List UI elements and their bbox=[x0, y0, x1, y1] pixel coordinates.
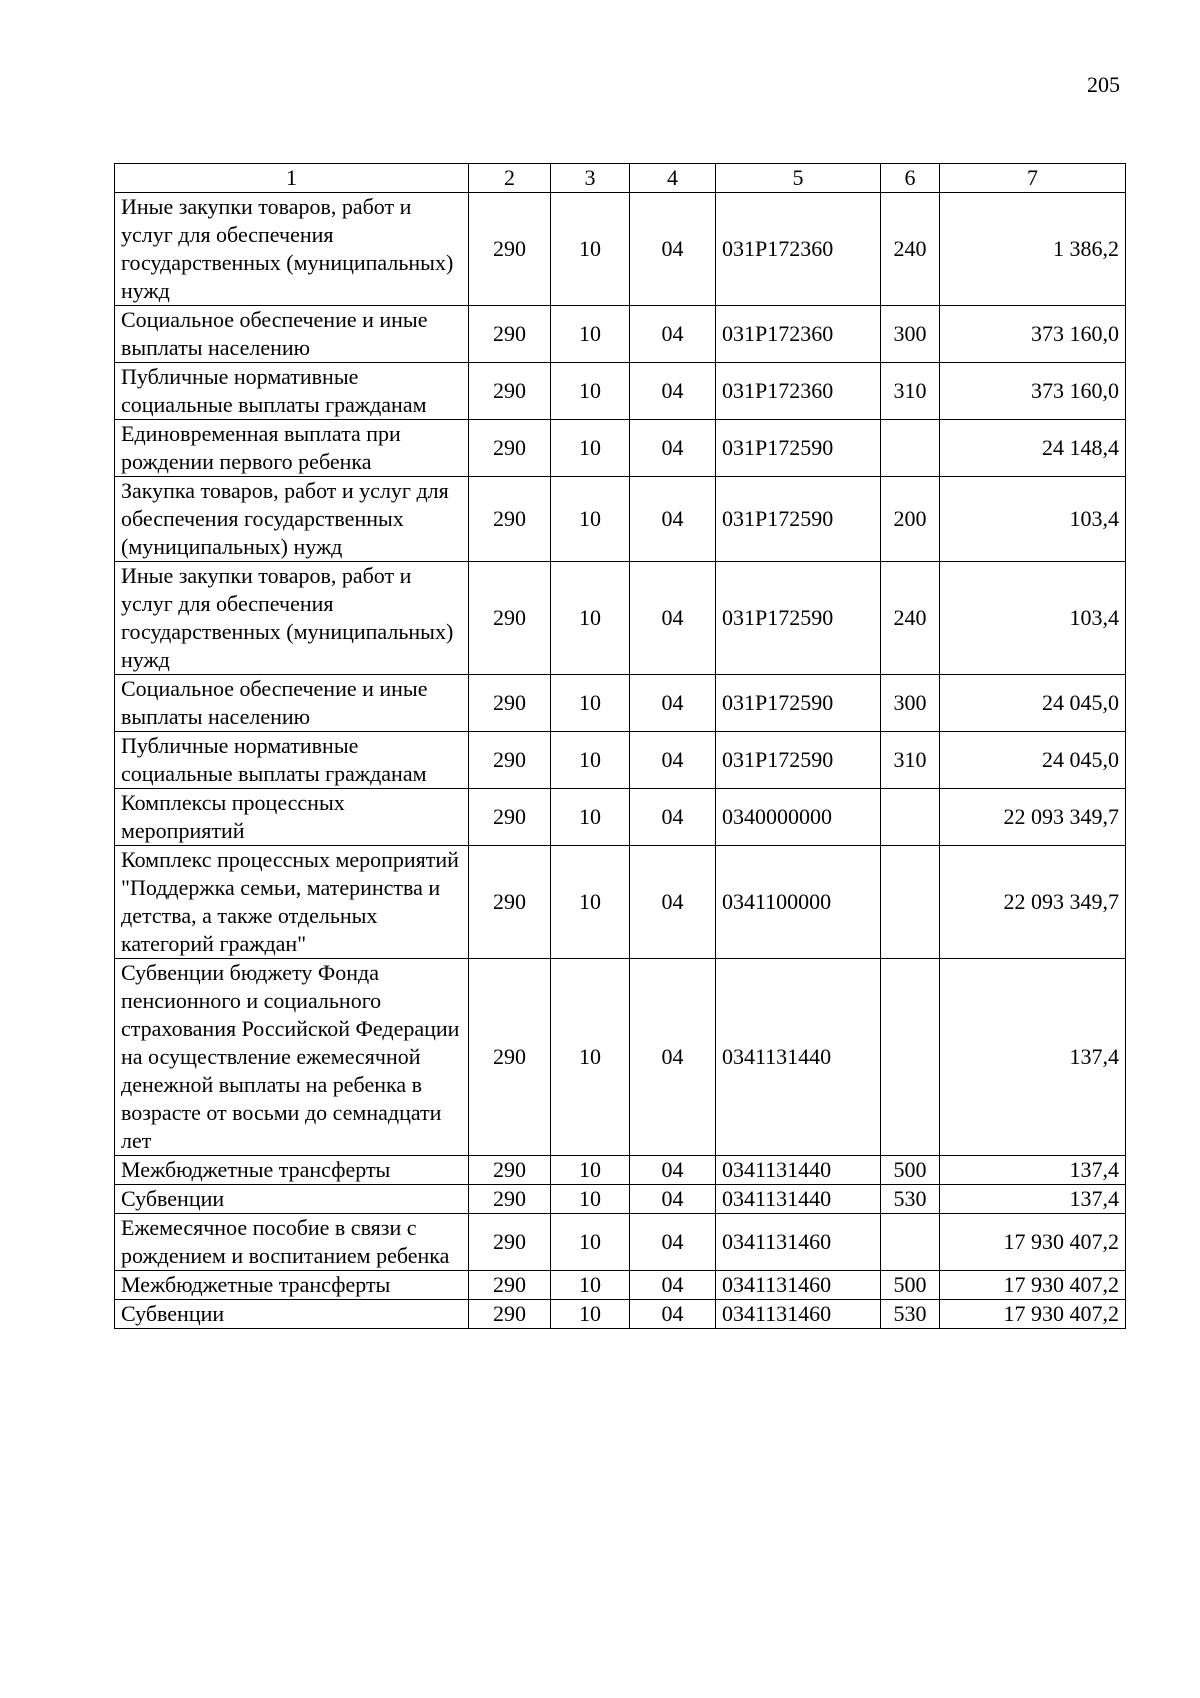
table-row bbox=[115, 732, 1126, 789]
division-code-cell: 10 bbox=[551, 306, 630, 363]
row-name-cell: Единовременная выплата при рождении первого ребенка bbox=[115, 420, 469, 477]
amount-cell: 22 093 349,7 bbox=[940, 846, 1126, 959]
amount-cell: 103,4 bbox=[940, 477, 1126, 562]
amount-cell: 17 930 407,2 bbox=[940, 1271, 1126, 1300]
row-name-cell: Субвенции bbox=[115, 1300, 469, 1329]
amount-cell: 1 386,2 bbox=[940, 193, 1126, 306]
row-name-cell: Комплекс процессных мероприятий "Поддержка семьи, материнства и детства, а также отдельных категорий граждан" bbox=[115, 846, 469, 959]
subdivision-code-cell: 04 bbox=[630, 789, 716, 846]
subdivision-code-cell: 04 bbox=[630, 562, 716, 675]
subdivision-code-cell: 04 bbox=[630, 1271, 716, 1300]
amount-cell: 24 045,0 bbox=[940, 732, 1126, 789]
division-code-cell: 10 bbox=[551, 1214, 630, 1271]
division-code-cell: 10 bbox=[551, 420, 630, 477]
expense-type-cell: 530 bbox=[881, 1185, 940, 1214]
table-row bbox=[115, 363, 1126, 420]
section-code-cell: 290 bbox=[469, 675, 551, 732]
expense-type-cell: 310 bbox=[881, 363, 940, 420]
row-name-cell: Ежемесячное пособие в связи с рождением и воспитанием ребенка bbox=[115, 1214, 469, 1271]
amount-cell: 17 930 407,2 bbox=[940, 1300, 1126, 1329]
table-row bbox=[115, 675, 1126, 732]
subdivision-code-cell: 04 bbox=[630, 306, 716, 363]
table-row bbox=[115, 846, 1126, 959]
row-name-cell: Иные закупки товаров, работ и услуг для обеспечения государственных (муниципальных) нужд bbox=[115, 562, 469, 675]
expense-type-cell: 240 bbox=[881, 193, 940, 306]
table-row bbox=[115, 562, 1126, 675]
section-code-cell: 290 bbox=[469, 477, 551, 562]
amount-cell: 103,4 bbox=[940, 562, 1126, 675]
row-name-cell: Субвенции bbox=[115, 1185, 469, 1214]
expense-type-cell bbox=[881, 959, 940, 1156]
target-article-cell: 031P172590 bbox=[716, 477, 881, 562]
amount-cell: 137,4 bbox=[940, 959, 1126, 1156]
expense-type-cell: 300 bbox=[881, 306, 940, 363]
subdivision-code-cell: 04 bbox=[630, 959, 716, 1156]
table-row bbox=[115, 193, 1126, 306]
amount-cell: 17 930 407,2 bbox=[940, 1214, 1126, 1271]
division-code-cell: 10 bbox=[551, 732, 630, 789]
division-code-cell: 10 bbox=[551, 363, 630, 420]
division-code-cell: 10 bbox=[551, 1300, 630, 1329]
row-name-cell: Межбюджетные трансферты bbox=[115, 1156, 469, 1185]
section-code-cell: 290 bbox=[469, 1156, 551, 1185]
target-article-cell: 0341131460 bbox=[716, 1271, 881, 1300]
target-article-cell: 031P172360 bbox=[716, 193, 881, 306]
table-row bbox=[115, 1156, 1126, 1185]
section-code-cell: 290 bbox=[469, 1185, 551, 1214]
table-row bbox=[115, 1214, 1126, 1271]
division-code-cell: 10 bbox=[551, 477, 630, 562]
section-code-cell: 290 bbox=[469, 363, 551, 420]
target-article-cell: 031P172590 bbox=[716, 420, 881, 477]
division-code-cell: 10 bbox=[551, 959, 630, 1156]
subdivision-code-cell: 04 bbox=[630, 1300, 716, 1329]
section-code-cell: 290 bbox=[469, 306, 551, 363]
row-name-cell: Социальное обеспечение и иные выплаты населению bbox=[115, 675, 469, 732]
amount-cell: 373 160,0 bbox=[940, 306, 1126, 363]
subdivision-code-cell: 04 bbox=[630, 420, 716, 477]
header-cell: 3 bbox=[551, 164, 630, 193]
header-cell: 5 bbox=[716, 164, 881, 193]
header-cell: 6 bbox=[881, 164, 940, 193]
amount-cell: 137,4 bbox=[940, 1185, 1126, 1214]
row-name-cell: Межбюджетные трансферты bbox=[115, 1271, 469, 1300]
division-code-cell: 10 bbox=[551, 193, 630, 306]
division-code-cell: 10 bbox=[551, 1185, 630, 1214]
division-code-cell: 10 bbox=[551, 789, 630, 846]
division-code-cell: 10 bbox=[551, 1271, 630, 1300]
row-name-cell: Закупка товаров, работ и услуг для обеспечения государственных (муниципальных) нужд bbox=[115, 477, 469, 562]
target-article-cell: 0341131440 bbox=[716, 1156, 881, 1185]
subdivision-code-cell: 04 bbox=[630, 846, 716, 959]
target-article-cell: 0341131460 bbox=[716, 1214, 881, 1271]
header-cell: 2 bbox=[469, 164, 551, 193]
table-row bbox=[115, 1271, 1126, 1300]
header-cell: 1 bbox=[115, 164, 469, 193]
expense-type-cell bbox=[881, 420, 940, 477]
row-name-cell: Субвенции бюджету Фонда пенсионного и социального страхования Российской Федерации на осуществление ежемесячной денежной выплаты на ребенка в возрасте от восьми до семнадцати лет bbox=[115, 959, 469, 1156]
target-article-cell: 0340000000 bbox=[716, 789, 881, 846]
header-cell: 4 bbox=[630, 164, 716, 193]
subdivision-code-cell: 04 bbox=[630, 675, 716, 732]
row-name-cell: Публичные нормативные социальные выплаты гражданам bbox=[115, 732, 469, 789]
row-name-cell: Комплексы процессных мероприятий bbox=[115, 789, 469, 846]
expense-type-cell bbox=[881, 1214, 940, 1271]
section-code-cell: 290 bbox=[469, 732, 551, 789]
section-code-cell: 290 bbox=[469, 562, 551, 675]
table-row bbox=[115, 1185, 1126, 1214]
expense-type-cell: 500 bbox=[881, 1271, 940, 1300]
subdivision-code-cell: 04 bbox=[630, 732, 716, 789]
subdivision-code-cell: 04 bbox=[630, 477, 716, 562]
expense-type-cell: 240 bbox=[881, 562, 940, 675]
target-article-cell: 0341100000 bbox=[716, 846, 881, 959]
section-code-cell: 290 bbox=[469, 1214, 551, 1271]
amount-cell: 22 093 349,7 bbox=[940, 789, 1126, 846]
section-code-cell: 290 bbox=[469, 959, 551, 1156]
target-article-cell: 031P172360 bbox=[716, 306, 881, 363]
target-article-cell: 031P172590 bbox=[716, 562, 881, 675]
target-article-cell: 0341131440 bbox=[716, 959, 881, 1156]
division-code-cell: 10 bbox=[551, 846, 630, 959]
expense-type-cell: 310 bbox=[881, 732, 940, 789]
section-code-cell: 290 bbox=[469, 846, 551, 959]
expense-type-cell: 300 bbox=[881, 675, 940, 732]
budget-table bbox=[114, 163, 1126, 1329]
row-name-cell: Социальное обеспечение и иные выплаты населению bbox=[115, 306, 469, 363]
target-article-cell: 031P172590 bbox=[716, 675, 881, 732]
division-code-cell: 10 bbox=[551, 562, 630, 675]
target-article-cell: 031P172590 bbox=[716, 732, 881, 789]
table-row bbox=[115, 789, 1126, 846]
amount-cell: 373 160,0 bbox=[940, 363, 1126, 420]
section-code-cell: 290 bbox=[469, 1300, 551, 1329]
amount-cell: 137,4 bbox=[940, 1156, 1126, 1185]
expense-type-cell bbox=[881, 846, 940, 959]
section-code-cell: 290 bbox=[469, 789, 551, 846]
section-code-cell: 290 bbox=[469, 193, 551, 306]
target-article-cell: 0341131440 bbox=[716, 1185, 881, 1214]
subdivision-code-cell: 04 bbox=[630, 1214, 716, 1271]
header-row bbox=[115, 164, 1126, 193]
table-row bbox=[115, 1300, 1126, 1329]
amount-cell: 24 148,4 bbox=[940, 420, 1126, 477]
expense-type-cell: 200 bbox=[881, 477, 940, 562]
expense-type-cell bbox=[881, 789, 940, 846]
row-name-cell: Публичные нормативные социальные выплаты гражданам bbox=[115, 363, 469, 420]
table-row bbox=[115, 420, 1126, 477]
expense-type-cell: 500 bbox=[881, 1156, 940, 1185]
amount-cell: 24 045,0 bbox=[940, 675, 1126, 732]
subdivision-code-cell: 04 bbox=[630, 363, 716, 420]
subdivision-code-cell: 04 bbox=[630, 1156, 716, 1185]
division-code-cell: 10 bbox=[551, 675, 630, 732]
row-name-cell: Иные закупки товаров, работ и услуг для обеспечения государственных (муниципальных) нужд bbox=[115, 193, 469, 306]
target-article-cell: 031P172360 bbox=[716, 363, 881, 420]
expense-type-cell: 530 bbox=[881, 1300, 940, 1329]
section-code-cell: 290 bbox=[469, 420, 551, 477]
section-code-cell: 290 bbox=[469, 1271, 551, 1300]
table-row bbox=[115, 959, 1126, 1156]
table-row bbox=[115, 477, 1126, 562]
target-article-cell: 0341131460 bbox=[716, 1300, 881, 1329]
table-row bbox=[115, 306, 1126, 363]
header-cell: 7 bbox=[940, 164, 1126, 193]
subdivision-code-cell: 04 bbox=[630, 193, 716, 306]
subdivision-code-cell: 04 bbox=[630, 1185, 716, 1214]
page-number: 205 bbox=[1087, 72, 1120, 97]
division-code-cell: 10 bbox=[551, 1156, 630, 1185]
